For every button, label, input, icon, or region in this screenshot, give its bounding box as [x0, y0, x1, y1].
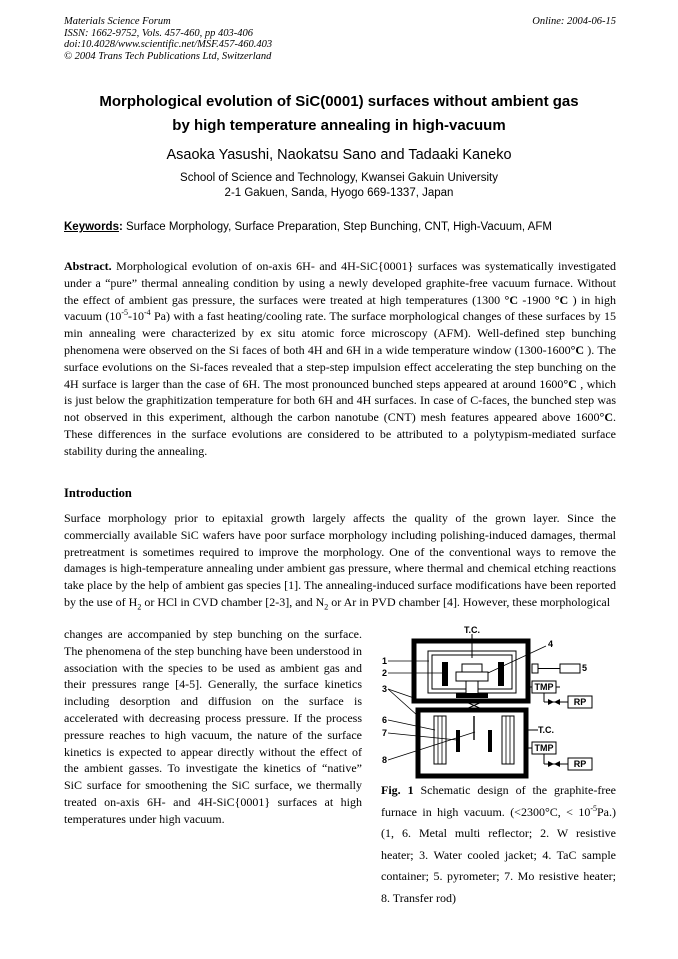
label-1: 1: [382, 656, 388, 666]
keywords-label: Keywords: [64, 221, 119, 233]
figure-label: Fig. 1: [381, 783, 414, 797]
abstract-text: Pa) with a fast heating/cooling rate. The surface morphological changes of these surfaces by 15 min annealing were characterized by ex situ atomic force microscopy (AFM). Well-defined step bunching phenomena were observed on the Si faces of both 4H and 6H in a wide temperature window (1300-1600: [64, 309, 616, 357]
label-7: 7: [382, 728, 388, 738]
subscript: 2: [137, 602, 142, 612]
upper-stage-post: [466, 681, 478, 695]
exponent: -5: [590, 803, 597, 813]
upper-stage-base: [456, 693, 488, 698]
abstract-text: -10: [128, 309, 144, 324]
abstract-text: , which is just below the graphitization temperature for both 6H and 4H surfaces. In case of C-faces, the bunched step was not observed in this experiment, although the carbon nanotube (CNT) mesh features appeared above 1600: [64, 376, 616, 425]
title-line-2: by high temperature annealing in high-vacuum: [172, 117, 506, 134]
section-heading-introduction: Introduction: [64, 486, 132, 500]
pumping-system: [526, 681, 592, 770]
lower-chamber: [418, 710, 538, 776]
abstract-text: ) in high vacuum (10: [64, 292, 616, 324]
label-tmp-upper: TMP: [534, 682, 554, 692]
mo-heater-right: [488, 730, 492, 752]
paper-title: [40, 90, 638, 138]
issn-line: ISSN: 1662-9752, Vols. 457-460, pp 403-406: [64, 27, 253, 39]
exponent: -5: [121, 308, 128, 318]
doi-line[interactable]: doi:10.4028/www.scientific.net/MSF.457-460.403: [64, 39, 273, 51]
label-rp-upper: RP: [573, 697, 587, 707]
valve-icon: [548, 699, 560, 705]
journal-name: Materials Science Forum: [64, 16, 171, 27]
pyrometer-box: [560, 664, 580, 673]
online-date: Online: 2004-06-15: [532, 16, 616, 27]
reflector-left: [434, 716, 446, 764]
exponent: -4: [144, 308, 151, 318]
affiliation-line-1: School of Science and Technology, Kwansei Gakuin University: [180, 172, 498, 184]
label-3: 3: [382, 684, 388, 694]
mo-heater-left: [456, 730, 460, 752]
intro-text: or HCl in CVD chamber [2-3], and N: [141, 594, 325, 609]
reflector-right: [502, 716, 514, 764]
label-rp-lower: RP: [573, 759, 587, 769]
label-tc-top: T.C.: [463, 625, 481, 635]
caption-text: Pa.) (1, 6. Metal multi reflector; 2. W resistive heater; 3. Water cooled jacket; 4. TaC sample container; 5. pyrometer; 7. Mo resistive heater; 8. Transfer rod): [381, 804, 616, 905]
w-heater-left: [442, 662, 448, 686]
pyrometer: [532, 664, 538, 673]
abstract-text: . These differences in the surface evolutions are considered to be attributed to a polytypism-mediated surface stability during the annealing.: [64, 410, 616, 458]
journal-header: [64, 16, 272, 62]
label-6: 6: [382, 715, 388, 725]
degree-unit: °C: [563, 376, 577, 391]
degree-unit: °C: [504, 292, 518, 307]
copyright-line: © 2004 Trans Tech Publications Ltd, Switzerland: [64, 50, 272, 62]
intro-paragraph-2: changes are accompanied by step bunching on the surface. The phenomena of the step bunching have been understood in association with the species to be used as ambient gas and their pressures range [4-5]. Generally, the surface kinetics including desorption and diffusion on the surface is accelerated with decreasing process pressure. If the process pressure reaches to high vacuum, the nature of the surface kinetics is expected to appear directly without the effect of the ambient gasses. To investigate the kinetics of “native” SiC surface for smoothening the SiC surface, we thermally treated on-axis 6H- and 4H-SiC{0001} surfaces at high temperatures under high vacuum.: [64, 627, 362, 826]
label-tmp-lower: TMP: [534, 743, 554, 753]
degree-unit: °C: [599, 410, 613, 425]
caption-text: Schematic design of the graphite-free furnace in high vacuum. (<2300: [381, 783, 616, 819]
valve-icon: [548, 761, 560, 767]
intro-paragraph-1: [64, 510, 616, 611]
authors: Asaoka Yasushi, Naokatsu Sano and Tadaaki Kaneko: [166, 147, 512, 163]
label-4: 4: [548, 639, 554, 649]
label-2: 2: [382, 668, 388, 678]
abstract: [64, 258, 616, 460]
intro-text: or Ar in PVD chamber [4]. However, these morphological: [328, 594, 611, 609]
intro-text: Surface morphology prior to epitaxial growth largely affects the quality of the grown layer. Since the commercially available SiC wafers have poor surface morphology including polishing-induced damages, thermal pretreatment is sometimes required to improve the morphology. One of the conventional ways to remove the damages is high-temperature annealing under ambient gas pressure, where thermal and chemical etching reactions take place by the help of ambient gas species [1]. The annealing-induced surface modifications have been reported by the use of H: [64, 511, 616, 609]
subscript: 2: [324, 602, 329, 612]
affiliation: [40, 171, 638, 200]
sample-holder: [462, 664, 482, 672]
degree-unit: °C: [544, 804, 558, 819]
tac-container: [456, 672, 488, 681]
keywords: Keywords: Surface Morphology, Surface Preparation, Step Bunching, CNT, High-Vacuum, AFM: [64, 221, 552, 233]
abstract-text: -1900: [517, 292, 555, 307]
keywords-text: Surface Morphology, Surface Preparation, Step Bunching, CNT, High-Vacuum, AFM: [122, 221, 552, 233]
label-tc-lower: T.C.: [538, 725, 555, 735]
abstract-text: Morphological evolution of on-axis 6H- and 4H-SiC{0001} surfaces was systematically investigated under a “pure” thermal annealing condition by using a newly developed graphite-free vacuum furnace. Without the effect of ambient gas pressure, the surfaces were treated at high temperatures (1300: [64, 259, 616, 307]
label-5: 5: [582, 663, 588, 673]
degree-unit: °C: [570, 342, 585, 357]
degree-unit: °C: [554, 292, 569, 307]
abstract-label: Abstract.: [64, 259, 112, 273]
abstract-text: ). The surface evolutions on the Si-faces revealed that a step-step impulsion effect accelerating the step bunching on the 4H surface is larger than the case of 6H. The most pronounced bunched steps appeared at around 1600: [64, 342, 616, 391]
label-8: 8: [382, 755, 388, 765]
figure-caption: [381, 780, 616, 909]
title-line-1: Morphological evolution of SiC(0001) surfaces without ambient gas: [99, 93, 579, 110]
furnace-schematic-figure: [376, 625, 616, 778]
caption-text: , < 10: [557, 804, 591, 819]
affiliation-line-2: 2-1 Gakuen, Sanda, Hyogo 669-1337, Japan: [224, 186, 454, 199]
